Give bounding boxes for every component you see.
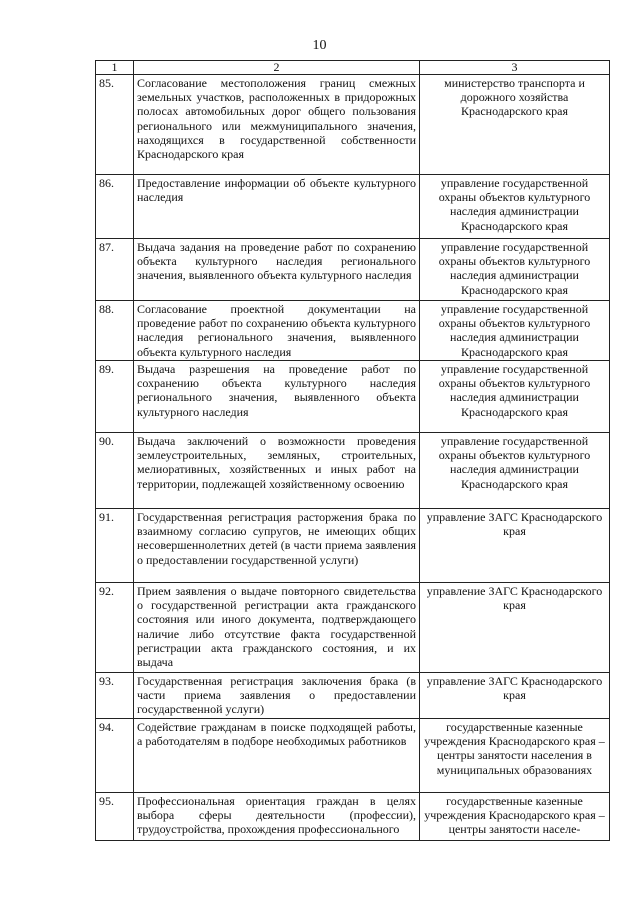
column-header-number: 1	[96, 61, 134, 75]
row-number: 88.	[96, 301, 134, 361]
service-name: Выдача задания на проведение работ по сохранению объекта культурного наследия регионального значения, выявленного объекта культурного наследия	[134, 239, 420, 301]
row-number: 91.	[96, 509, 134, 583]
service-name: Профессиональная ориентация граждан в целях выбора сферы деятельности (профессии), трудоустройства, прохождения профессионального	[134, 793, 420, 841]
responsible-organization: управление государственной охраны объектов культурного наследия администрации Краснодарского края	[420, 361, 610, 433]
column-header-organization: 3	[420, 61, 610, 75]
service-name: Государственная регистрация заключения брака (в части приема заявления о предоставлении государственной услуги)	[134, 673, 420, 719]
row-number: 90.	[96, 433, 134, 509]
row-number: 89.	[96, 361, 134, 433]
table-header-row	[96, 61, 610, 75]
row-number: 87.	[96, 239, 134, 301]
row-number: 95.	[96, 793, 134, 841]
table-row	[96, 75, 610, 175]
page-number: 10	[312, 38, 327, 53]
responsible-organization: управление ЗАГС Краснодарского края	[420, 509, 610, 583]
table-row	[96, 301, 610, 361]
responsible-organization: государственные казенные учреждения Краснодарского края – центры занятости населе-	[420, 793, 610, 841]
table-row	[96, 433, 610, 509]
service-name: Государственная регистрация расторжения брака по взаимному согласию супругов, не имеющих общих несовершеннолетних детей (в части приема заявления о предоставлении государственной услуги)	[134, 509, 420, 583]
row-number: 93.	[96, 673, 134, 719]
row-number: 86.	[96, 175, 134, 239]
row-number: 94.	[96, 719, 134, 793]
table-row	[96, 361, 610, 433]
table-row	[96, 175, 610, 239]
responsible-organization: управление государственной охраны объектов культурного наследия администрации Краснодарского края	[420, 239, 610, 301]
responsible-organization: управление ЗАГС Краснодарского края	[420, 583, 610, 673]
service-name: Согласование проектной документации на проведение работ по сохранению объекта культурного наследия регионального значения, выявленного объекта культурного наследия	[134, 301, 420, 361]
service-name: Предоставление информации об объекте культурного наследия	[134, 175, 420, 239]
row-number: 85.	[96, 75, 134, 175]
responsible-organization: управление государственной охраны объектов культурного наследия администрации Краснодарского края	[420, 175, 610, 239]
table-row	[96, 509, 610, 583]
service-name: Выдача разрешения на проведение работ по сохранению объекта культурного наследия регионального значения, выявленного объекта культурного наследия	[134, 361, 420, 433]
services-table	[95, 60, 610, 841]
row-number: 92.	[96, 583, 134, 673]
responsible-organization: министерство транспорта и дорожного хозяйства Краснодарского края	[420, 75, 610, 175]
table-row	[96, 239, 610, 301]
table-row	[96, 793, 610, 841]
table-row	[96, 673, 610, 719]
service-name: Выдача заключений о возможности проведения землеустроительных, земляных, строительных, мелиоративных, хозяйственных и иных работ на территории, подлежащей хозяйственному освоению	[134, 433, 420, 509]
service-name: Содействие гражданам в поиске подходящей работы, а работодателям в подборе необходимых работников	[134, 719, 420, 793]
responsible-organization: управление государственной охраны объектов культурного наследия администрации Краснодарского края	[420, 301, 610, 361]
service-name: Прием заявления о выдаче повторного свидетельства о государственной регистрации акта гражданского состояния или иного документа, подтверждающего наличие либо отсутствие факта государственной регистрации акта гражданского состояния, и их выдача	[134, 583, 420, 673]
responsible-organization: государственные казенные учреждения Краснодарского края – центры занятости населения в муниципальных образованиях	[420, 719, 610, 793]
responsible-organization: управление ЗАГС Краснодарского края	[420, 673, 610, 719]
responsible-organization: управление государственной охраны объектов культурного наследия администрации Краснодарского края	[420, 433, 610, 509]
column-header-service: 2	[134, 61, 420, 75]
table-row	[96, 719, 610, 793]
table-row	[96, 583, 610, 673]
service-name: Согласование местоположения границ смежных земельных участков, расположенных в придорожных полосах автомобильных дорог общего пользования регионального или межмуниципального значения, находящихся в государственной собственности Краснодарского края	[134, 75, 420, 175]
